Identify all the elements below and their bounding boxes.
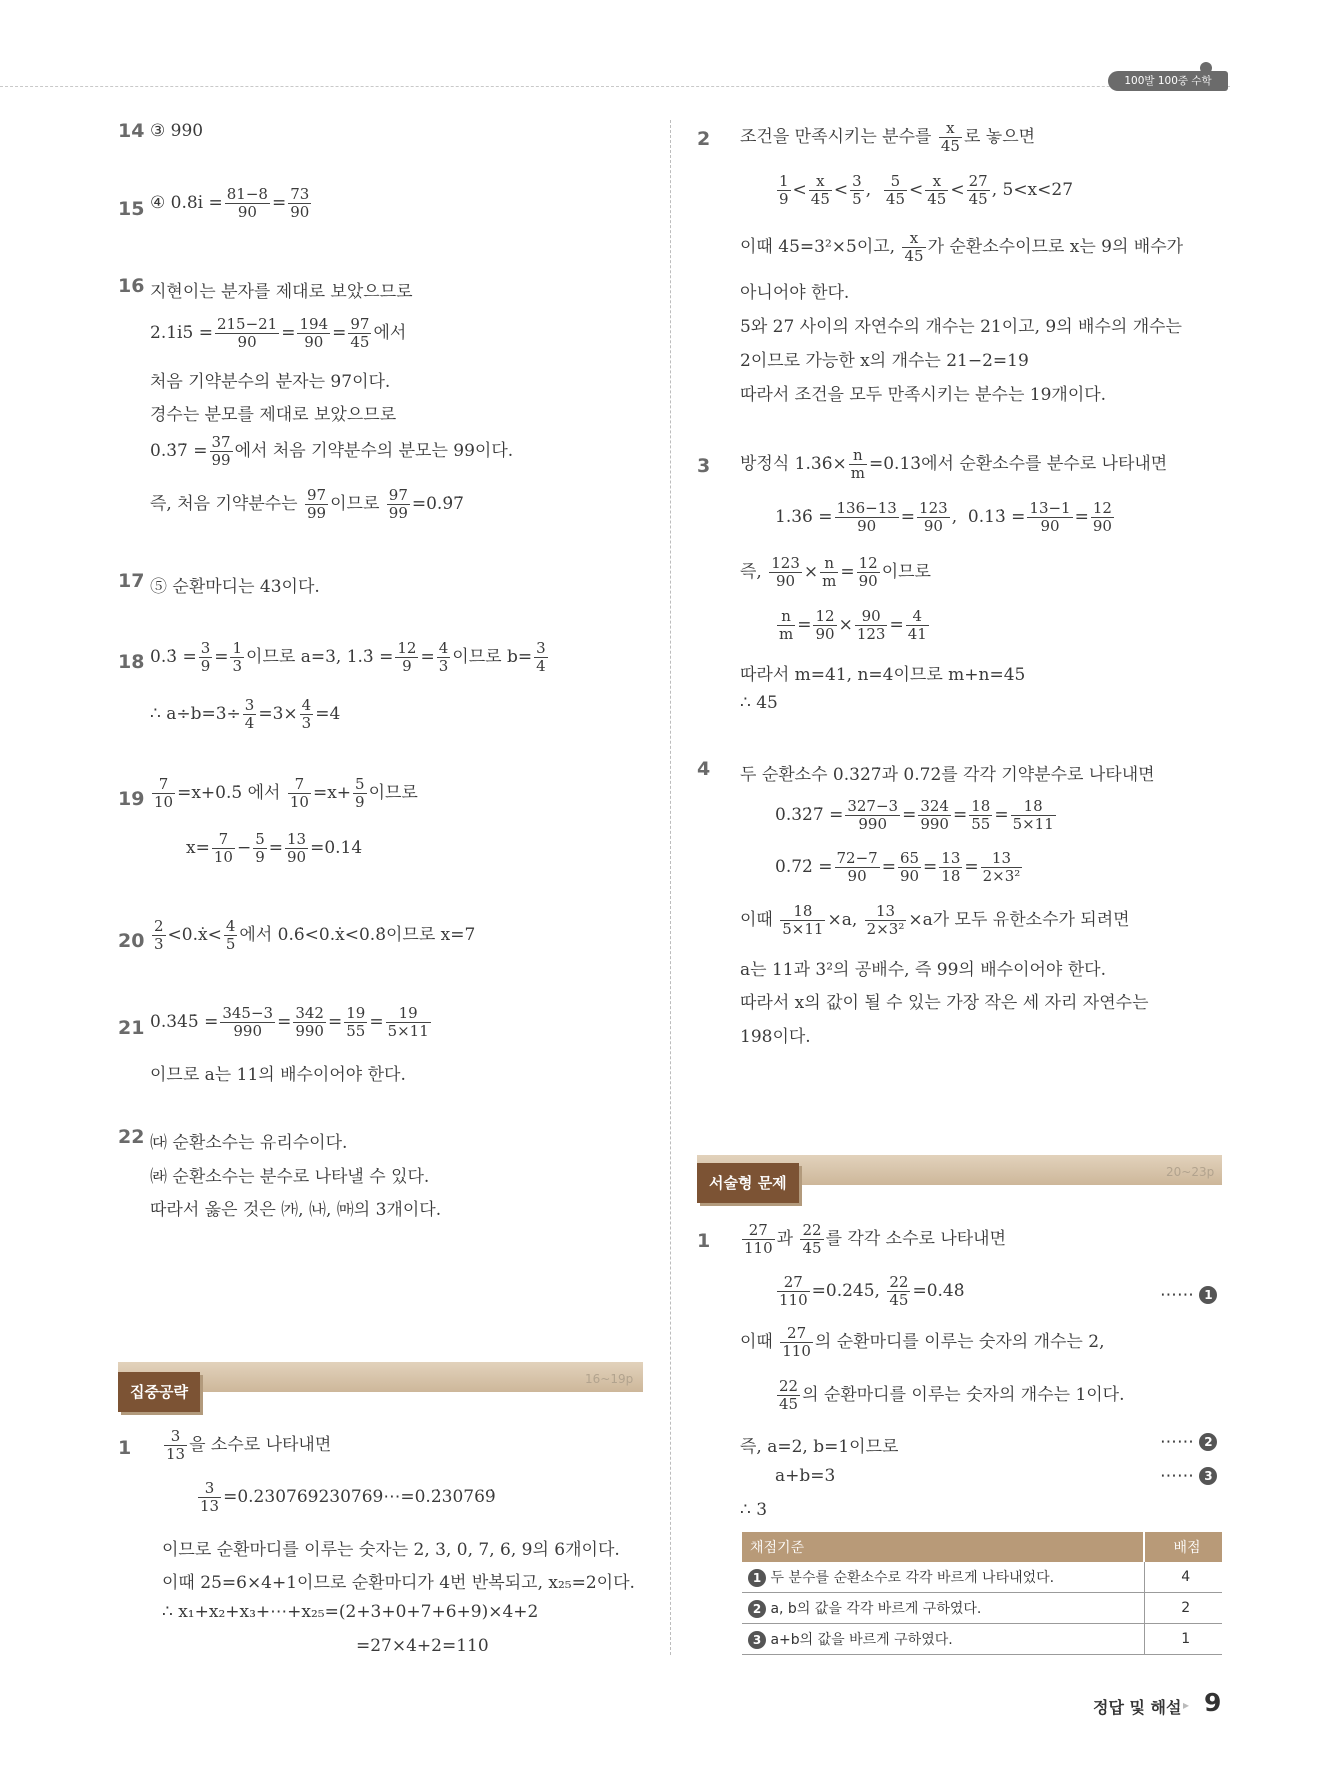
equation-line: 이때 45=3²×5이고, $\frac{x}{45}$ 가 순환소수이므로 x는 9의 배수가: [740, 229, 1184, 265]
equation-line: 2.1i̇5̇ = $\frac{215-21}{90}$ = $\frac{194}{90}$ = $\frac{97}{45}$ 에서: [150, 315, 407, 351]
problem-number: 3: [697, 455, 711, 477]
equation-line: 즉, $\frac{123}{90}$ × $\frac{n}{m}$ = $\frac{12}{90}$ 이므로: [740, 554, 931, 590]
text-line: 이므로 순환마디를 이루는 숫자는 2, 3, 0, 7, 6, 9의 6개이다.: [162, 1540, 620, 1560]
step-marker: ⋯⋯ 1: [1160, 1285, 1217, 1305]
section-pages: 20~23p: [1166, 1165, 1215, 1179]
equation-line: $\frac{n}{m}$ = $\frac{12}{90}$ × $\frac{90}{123}$ = $\frac{4}{41}$: [779, 607, 927, 643]
text-line: ㈑ 순환소수는 분수로 나타낼 수 있다.: [150, 1167, 430, 1187]
problem-number: 2: [697, 128, 711, 150]
equation-line: $\frac{3}{13}$ 을 소수로 나타내면: [166, 1427, 332, 1463]
criteria-cell: 1 두 분수를 순환소수로 각각 바르게 나타내었다.: [742, 1562, 1144, 1593]
equation-line: 0.34̇5̇ = $\frac{345-3}{990}$ = $\frac{342}{990}$ = $\frac{19}{55}$ = $\frac{19}{5\times 11}$: [150, 1004, 429, 1040]
text-line: ∴ x₁+x₂+x₃+⋯+x₂₅=(2+3+0+7+6+9)×4+2: [162, 1602, 539, 1622]
step-marker: ⋯⋯ 3: [1160, 1466, 1217, 1486]
problem-number: 16: [118, 275, 145, 297]
text-line: 따라서 m=41, n=4이므로 m+n=45: [740, 665, 1026, 685]
text-line: 따라서 x의 값이 될 수 있는 가장 작은 세 자리 자연수는: [740, 993, 1149, 1013]
text-line: 지현이는 분자를 제대로 보았으므로: [150, 282, 413, 302]
answer-14: ③ 990: [150, 121, 204, 141]
section-pages: 16~19p: [585, 1372, 634, 1386]
equation-line: 이때 $\frac{27}{110}$ 의 순환마디를 이루는 숫자의 개수는 2,: [740, 1324, 1105, 1360]
problem-number: 21: [118, 1017, 145, 1039]
score-cell: 4: [1144, 1562, 1222, 1593]
text-line: a는 11과 3²의 공배수, 즉 99의 배수이어야 한다.: [740, 960, 1106, 980]
equation-line: 조건을 만족시키는 분수를 $\frac{x}{45}$ 로 놓으면: [740, 119, 1036, 155]
equation-line: 0.3̇7̇ = $\frac{37}{99}$ 에서 처음 기약분수의 분모는 99이다.: [150, 433, 514, 469]
equation-line: 이때 $\frac{18}{5\times 11}$ ×a, $\frac{13}{\text{2×3²}}$ ×a가 모두 유한소수가 되려면: [740, 902, 1130, 938]
score-header: 배점: [1144, 1532, 1222, 1562]
text-line: 따라서 조건을 모두 만족시키는 분수는 19개이다.: [740, 385, 1107, 405]
answer-17: ⑤ 순환마디는 43이다.: [150, 577, 320, 597]
text-line: 아니어야 한다.: [740, 283, 850, 303]
equation-line: $\frac{3}{13}$ =0.230769230769⋯=0.2̇30769̇: [200, 1479, 496, 1515]
problem-number: 17: [118, 570, 145, 592]
table-header-row: [742, 1532, 1222, 1562]
text-line: 이때 25=6×4+1이므로 순환마디가 4번 반복되고, x₂₅=2이다.: [162, 1573, 635, 1593]
section-title: 서술형 문제: [697, 1163, 799, 1203]
problem-number: 19: [118, 788, 145, 810]
text-line: 198이다.: [740, 1027, 811, 1047]
answer-15: ④ 0.8i̇ = $\frac{81-8}{90}$ = $\frac{73}{90}$: [150, 185, 310, 221]
equation-line: $\frac{27}{110}$ =0.24̇5̇, $\frac{22}{45}$ =0.48̇: [779, 1273, 965, 1309]
equation-line: 0.3̇ = $\frac{3}{9}$ = $\frac{1}{3}$ 이므로 a=3, 1.3̇ = $\frac{12}{9}$ = $\frac{4}{3}$ 이므로 b= $\frac{3}{4}$: [150, 639, 546, 675]
criteria-header: 채점기준: [742, 1532, 1144, 1562]
equation-line: 즉, 처음 기약분수는 $\frac{97}{99}$ 이므로 $\frac{97}{99}$ =0.9̇7̇: [150, 486, 464, 522]
problem-number: 20: [118, 930, 145, 952]
text-line: ∴ 45: [740, 693, 778, 713]
equation-line: 0.72̇ = $\frac{72-7}{90}$ = $\frac{65}{90}$ = $\frac{13}{18}$ = $\frac{13}{\text{2×3²}}$: [775, 849, 1021, 885]
equation-line: $\frac{2}{3}$ <0.ẋ< $\frac{4}{5}$ 에서 0.6̇<0.ẋ<0.8̇이므로 x=7: [154, 917, 476, 953]
score-cell: 1: [1144, 1624, 1222, 1655]
text-line: ㈐ 순환소수는 유리수이다.: [150, 1133, 348, 1153]
problem-number: 1: [118, 1437, 132, 1459]
section-title: 집중공략: [118, 1372, 200, 1412]
problem-number: 18: [118, 651, 145, 673]
equation-line: 1.36̇ = $\frac{136-13}{90}$ = $\frac{123}{90}$ , 0.13̇ = $\frac{13-1}{90}$ = $\frac{12}{90}$: [775, 499, 1112, 535]
equation-line: x= $\frac{7}{10}$ − $\frac{5}{9}$ = $\frac{13}{90}$ =0.14̇: [186, 830, 363, 866]
text-line: 이므로 a는 11의 배수이어야 한다.: [150, 1065, 406, 1085]
score-cell: 2: [1144, 1593, 1222, 1624]
equation-line: 방정식 1.36̇× $\frac{n}{m}$ =0.13̇에서 순환소수를 분수로 나타내면: [740, 446, 1168, 482]
equation-line: 0.32̇7̇ = $\frac{327-3}{990}$ = $\frac{324}{990}$ = $\frac{18}{55}$ = $\frac{18}{5\times 11}$: [775, 797, 1054, 833]
table-row: [742, 1624, 1222, 1655]
footer-arrow-icon: ▸: [1183, 1698, 1190, 1712]
text-line: 2이므로 가능한 x의 개수는 21−2=19: [740, 351, 1029, 371]
text-line: ∴ 3: [740, 1500, 768, 1520]
text-line: 즉, a=2, b=1이므로: [740, 1437, 899, 1457]
text-line: =27×4+2=110: [356, 1636, 489, 1656]
problem-number: 4: [697, 758, 711, 780]
series-badge: 100발 100중 수학: [1108, 71, 1228, 91]
text-line: 처음 기약분수의 분자는 97이다.: [150, 372, 391, 392]
table-row: [742, 1562, 1222, 1593]
text-line: a+b=3: [775, 1466, 836, 1486]
top-divider: [0, 86, 1230, 87]
problem-number: 15: [118, 198, 145, 220]
equation-line: $\frac{27}{110}$ 과 $\frac{22}{45}$ 를 각각 소수로 나타내면: [744, 1221, 1007, 1257]
problem-number: 14: [118, 120, 145, 142]
text-line: 경수는 분모를 제대로 보았으므로: [150, 405, 397, 425]
table-row: [742, 1593, 1222, 1624]
grading-table: [742, 1532, 1222, 1655]
equation-line: ∴ a÷b=3÷ $\frac{3}{4}$ =3× $\frac{4}{3}$ =4: [150, 696, 341, 732]
step-marker: ⋯⋯ 2: [1160, 1432, 1217, 1452]
text-line: 두 순환소수 0.32̇7̇과 0.72̇를 각각 기약분수로 나타내면: [740, 765, 1155, 785]
equation-line: $\frac{7}{10}$ =x+0.5̇ 에서 $\frac{7}{10}$ =x+ $\frac{5}{9}$ 이므로: [154, 775, 418, 811]
problem-number: 22: [118, 1126, 145, 1148]
criteria-cell: 3 a+b의 값을 바르게 구하였다.: [742, 1624, 1144, 1655]
text-line: 따라서 옳은 것은 ㈎, ㈏, ㈒의 3개이다.: [150, 1200, 442, 1220]
column-divider: [670, 120, 671, 1655]
criteria-cell: 2 a, b의 값을 각각 바르게 구하였다.: [742, 1593, 1144, 1624]
equation-line: $\frac{1}{9}$ < $\frac{x}{45}$ < $\frac{3}{5}$ , $\frac{5}{45}$ < $\frac{x}{45}$ < $\frac{27}{45}$ , 5<x<27: [779, 172, 1074, 208]
text-line: 5와 27 사이의 자연수의 개수는 21이고, 9의 배수의 개수는: [740, 317, 1182, 337]
footer-label: 정답 및 해설: [1093, 1698, 1182, 1717]
problem-number: 1: [697, 1230, 711, 1252]
equation-line: $\frac{22}{45}$ 의 순환마디를 이루는 숫자의 개수는 1이다.: [779, 1377, 1125, 1413]
page-number: 9: [1204, 1688, 1222, 1717]
